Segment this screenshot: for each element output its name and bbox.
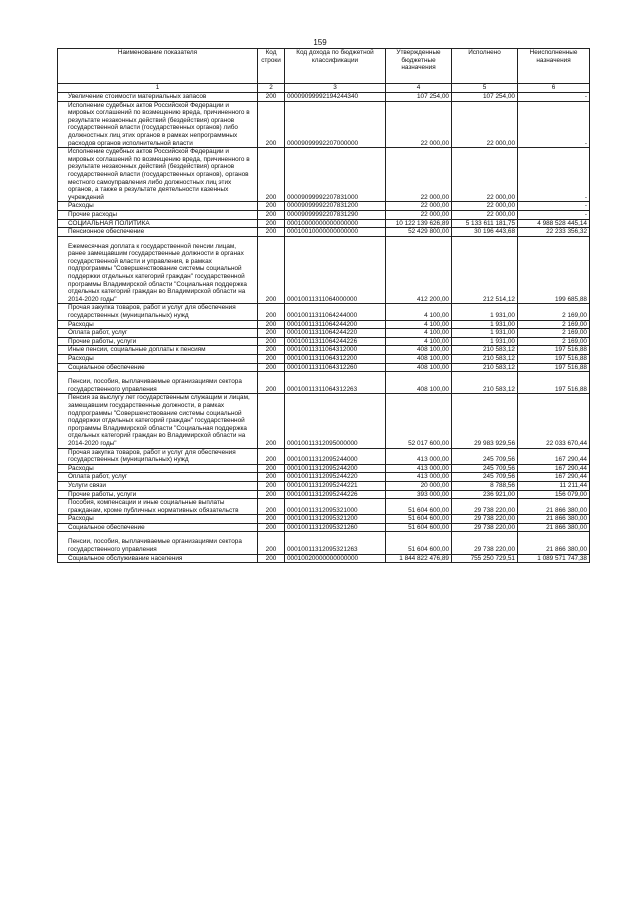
row-approved-amount: 413 000,00 (386, 448, 452, 464)
row-line-code: 200 (258, 202, 285, 211)
column-number: 6 (518, 84, 590, 93)
table-row (58, 532, 590, 554)
row-budget-code: 00010011312095244000 (285, 448, 386, 464)
header-executed: Исполнено (452, 49, 518, 84)
row-name: СОЦИАЛЬНАЯ ПОЛИТИКА (58, 219, 258, 228)
row-unexecuted-amount: 2 169,00 (518, 304, 590, 320)
table-row (58, 448, 590, 464)
row-budget-code: 00010000000000000000 (285, 219, 386, 228)
row-unexecuted-amount: 11 211,44 (518, 481, 590, 490)
header-indicator-name: Наименование показателя (58, 49, 258, 84)
row-name: Расходы (58, 464, 258, 473)
row-approved-amount: 52 429 800,00 (386, 228, 452, 237)
row-executed-amount: 8 788,56 (452, 481, 518, 490)
table-row (58, 236, 590, 304)
row-approved-amount: 413 000,00 (386, 473, 452, 482)
row-line-code: 200 (258, 523, 285, 532)
table-row (58, 219, 590, 228)
row-name: Ежемесячная доплата к государственной пенсии лицам, ранее замещавшим государственные должности в органах государственной власти и управления, в рамках подпрограммы "Совершенствование системы социальной поддержки отдельных категорий граждан" государственной программы Владимирской области "Социальная поддержка отдельных категорий граждан во Владимирской области на 2014-2020 годы" (58, 236, 258, 304)
row-unexecuted-amount: 197 516,88 (518, 363, 590, 372)
row-line-code: 200 (258, 481, 285, 490)
row-unexecuted-amount: 167 290,44 (518, 448, 590, 464)
table-row (58, 394, 590, 448)
row-executed-amount: 210 583,12 (452, 363, 518, 372)
row-approved-amount: 4 100,00 (386, 304, 452, 320)
row-line-code: 200 (258, 473, 285, 482)
row-approved-amount: 22 000,00 (386, 210, 452, 219)
row-unexecuted-amount: 22 033 670,44 (518, 394, 590, 448)
row-budget-code: 00009099992194244340 (285, 93, 386, 102)
row-line-code: 200 (258, 148, 285, 202)
row-budget-code: 00009099992207831200 (285, 202, 386, 211)
row-unexecuted-amount: 22 233 356,32 (518, 228, 590, 237)
row-approved-amount: 10 122 139 626,89 (386, 219, 452, 228)
row-line-code: 200 (258, 346, 285, 355)
row-approved-amount: 408 100,00 (386, 355, 452, 364)
row-budget-code: 00010011311064244000 (285, 304, 386, 320)
row-budget-code: 00010011312095244200 (285, 464, 386, 473)
row-name: Прочие работы, услуги (58, 490, 258, 499)
table-row (58, 320, 590, 329)
row-name: Пенсии, пособия, выплачиваемые организациями сектора государственного управления (58, 532, 258, 554)
row-approved-amount: 20 000,00 (386, 481, 452, 490)
row-approved-amount: 408 100,00 (386, 372, 452, 394)
row-approved-amount: 4 100,00 (386, 329, 452, 338)
row-unexecuted-amount: 21 866 380,00 (518, 523, 590, 532)
row-budget-code: 00010011311064244226 (285, 337, 386, 346)
row-executed-amount: 1 931,00 (452, 337, 518, 346)
row-executed-amount: 755 250 729,51 (452, 554, 518, 563)
row-line-code: 200 (258, 394, 285, 448)
row-unexecuted-amount: 199 685,88 (518, 236, 590, 304)
column-number: 3 (285, 84, 386, 93)
table-row (58, 515, 590, 524)
row-name: Расходы (58, 355, 258, 364)
row-unexecuted-amount: - (518, 93, 590, 102)
row-budget-code: 00010011311064244220 (285, 329, 386, 338)
row-unexecuted-amount: 2 169,00 (518, 329, 590, 338)
row-approved-amount: 1 844 822 476,89 (386, 554, 452, 563)
row-line-code: 200 (258, 101, 285, 148)
row-name: Прочие расходы (58, 210, 258, 219)
row-name: Прочая закупка товаров, работ и услуг для обеспечения государственных (муниципальных) нужд (58, 304, 258, 320)
budget-report-table (57, 48, 590, 563)
row-line-code: 200 (258, 499, 285, 515)
row-line-code: 200 (258, 490, 285, 499)
row-unexecuted-amount: 21 866 380,00 (518, 515, 590, 524)
row-unexecuted-amount: 21 866 380,00 (518, 499, 590, 515)
row-name: Расходы (58, 320, 258, 329)
row-unexecuted-amount: 156 079,00 (518, 490, 590, 499)
table-row (58, 148, 590, 202)
header-row (58, 49, 590, 84)
row-approved-amount: 412 200,00 (386, 236, 452, 304)
row-name: Прочие работы, услуги (58, 337, 258, 346)
row-line-code: 200 (258, 363, 285, 372)
row-approved-amount: 51 604 600,00 (386, 515, 452, 524)
row-executed-amount: 30 196 443,68 (452, 228, 518, 237)
row-budget-code: 00010020000000000000 (285, 554, 386, 563)
row-budget-code: 00010011311064312263 (285, 372, 386, 394)
table-row (58, 355, 590, 364)
table-row (58, 329, 590, 338)
row-executed-amount: 29 738 220,00 (452, 532, 518, 554)
header-unexecuted: Неисполненные назначения (518, 49, 590, 84)
row-name: Исполнение судебных актов Российской Федерации и мировых соглашений по возмещению вреда, причиненного в результате незаконных действий (бездействия) органов государственной власти (государственных органов), органов местного самоуправления либо должностных лиц этих органов, а также в результате деятельности казенных учреждений (58, 148, 258, 202)
row-name: Оплата работ, услуг (58, 473, 258, 482)
row-budget-code: 00010011312095321263 (285, 532, 386, 554)
row-approved-amount: 22 000,00 (386, 148, 452, 202)
row-name: Социальное обеспечение (58, 363, 258, 372)
row-approved-amount: 408 100,00 (386, 363, 452, 372)
row-executed-amount: 1 931,00 (452, 304, 518, 320)
row-name: Расходы (58, 515, 258, 524)
row-line-code: 200 (258, 532, 285, 554)
row-budget-code: 00010011311064312000 (285, 346, 386, 355)
row-name: Исполнение судебных актов Российской Федерации и мировых соглашений по возмещению вреда, причиненного в результате незаконных действий (бездействия) органов государственной власти (государственных органов) либо должностных лиц этих органов в рамках непрограммных расходов органов исполнительной власти (58, 101, 258, 148)
row-budget-code: 00010011311064312200 (285, 355, 386, 364)
row-name: Социальное обеспечение (58, 523, 258, 532)
row-line-code: 200 (258, 554, 285, 563)
row-executed-amount: 5 133 611 181,75 (452, 219, 518, 228)
row-unexecuted-amount: 2 169,00 (518, 320, 590, 329)
header-approved: Утвержденные бюджетные назначения (386, 49, 452, 84)
table-row (58, 93, 590, 102)
row-name: Пособия, компенсации и иные социальные выплаты гражданам, кроме публичных нормативных обязательств (58, 499, 258, 515)
row-unexecuted-amount: 197 516,88 (518, 346, 590, 355)
table-row (58, 499, 590, 515)
row-line-code: 200 (258, 210, 285, 219)
row-budget-code: 00010011312095244221 (285, 481, 386, 490)
row-budget-code: 00010011311064244200 (285, 320, 386, 329)
row-name: Пенсия за выслугу лет государственным служащим и лицам, замещавшим государственные должности, в рамках подпрограммы "Совершенствование системы социальной поддержки отдельных категорий граждан" государственной программы Владимирской области "Социальная поддержка отдельных категорий граждан во Владимирской области на 2014-2020 годы" (58, 394, 258, 448)
row-line-code: 200 (258, 448, 285, 464)
table-row (58, 490, 590, 499)
row-executed-amount: 29 738 220,00 (452, 515, 518, 524)
row-executed-amount: 1 931,00 (452, 329, 518, 338)
row-unexecuted-amount: 1 089 571 747,38 (518, 554, 590, 563)
table-row (58, 228, 590, 237)
column-number-row (58, 84, 590, 93)
column-number: 2 (258, 84, 285, 93)
row-budget-code: 00010011312095000000 (285, 394, 386, 448)
row-name: Оплата работ, услуг (58, 329, 258, 338)
row-executed-amount: 245 709,56 (452, 448, 518, 464)
report-body (58, 93, 590, 563)
row-executed-amount: 29 983 929,56 (452, 394, 518, 448)
row-budget-code: 00009099992207000000 (285, 101, 386, 148)
table-row (58, 554, 590, 563)
row-budget-code: 00010011312095244220 (285, 473, 386, 482)
row-line-code: 200 (258, 372, 285, 394)
row-approved-amount: 22 000,00 (386, 101, 452, 148)
table-row (58, 210, 590, 219)
table-row (58, 372, 590, 394)
row-approved-amount: 52 017 600,00 (386, 394, 452, 448)
row-budget-code: 00009099992207831290 (285, 210, 386, 219)
row-unexecuted-amount: 2 169,00 (518, 337, 590, 346)
row-executed-amount: 210 583,12 (452, 346, 518, 355)
row-approved-amount: 51 604 600,00 (386, 532, 452, 554)
row-unexecuted-amount: 4 988 528 445,14 (518, 219, 590, 228)
row-unexecuted-amount: - (518, 148, 590, 202)
row-unexecuted-amount: 167 290,44 (518, 473, 590, 482)
row-approved-amount: 4 100,00 (386, 320, 452, 329)
row-name: Иные пенсии, социальные доплаты к пенсиям (58, 346, 258, 355)
row-approved-amount: 22 000,00 (386, 202, 452, 211)
row-executed-amount: 107 254,00 (452, 93, 518, 102)
row-executed-amount: 22 000,00 (452, 148, 518, 202)
row-line-code: 200 (258, 219, 285, 228)
row-line-code: 200 (258, 228, 285, 237)
row-line-code: 200 (258, 320, 285, 329)
row-executed-amount: 245 709,56 (452, 473, 518, 482)
table-row (58, 202, 590, 211)
row-executed-amount: 1 931,00 (452, 320, 518, 329)
row-name: Пенсии, пособия, выплачиваемые организациями сектора государственного управления (58, 372, 258, 394)
row-unexecuted-amount: - (518, 210, 590, 219)
row-unexecuted-amount: - (518, 202, 590, 211)
row-executed-amount: 212 514,12 (452, 236, 518, 304)
row-name: Расходы (58, 202, 258, 211)
row-executed-amount: 210 583,12 (452, 355, 518, 364)
table-row (58, 464, 590, 473)
table-row (58, 337, 590, 346)
row-unexecuted-amount: 197 516,88 (518, 372, 590, 394)
row-name: Увеличение стоимости материальных запасов (58, 93, 258, 102)
row-line-code: 200 (258, 236, 285, 304)
row-name: Пенсионное обеспечение (58, 228, 258, 237)
row-budget-code: 00010011312095244226 (285, 490, 386, 499)
row-line-code: 200 (258, 337, 285, 346)
row-executed-amount: 236 921,00 (452, 490, 518, 499)
table-row (58, 363, 590, 372)
column-number: 5 (452, 84, 518, 93)
table-row (58, 481, 590, 490)
header-line-code: Код строки (258, 49, 285, 84)
row-executed-amount: 22 000,00 (452, 101, 518, 148)
row-executed-amount: 29 738 220,00 (452, 499, 518, 515)
row-executed-amount: 245 709,56 (452, 464, 518, 473)
row-approved-amount: 408 100,00 (386, 346, 452, 355)
row-approved-amount: 107 254,00 (386, 93, 452, 102)
row-unexecuted-amount: 167 290,44 (518, 464, 590, 473)
row-line-code: 200 (258, 93, 285, 102)
row-line-code: 200 (258, 355, 285, 364)
page-number: 159 (313, 38, 327, 47)
row-approved-amount: 51 604 600,00 (386, 523, 452, 532)
row-budget-code: 00010011311064000000 (285, 236, 386, 304)
column-number: 1 (58, 84, 258, 93)
row-name: Услуги связи (58, 481, 258, 490)
table-row (58, 101, 590, 148)
row-line-code: 200 (258, 329, 285, 338)
row-budget-code: 00010011312095321200 (285, 515, 386, 524)
row-line-code: 200 (258, 304, 285, 320)
header-budget-code: Код дохода по бюджетной классификации (285, 49, 386, 84)
row-budget-code: 00010011312095321000 (285, 499, 386, 515)
row-budget-code: 00010011311064312260 (285, 363, 386, 372)
table-row (58, 473, 590, 482)
row-budget-code: 00009099992207831000 (285, 148, 386, 202)
row-approved-amount: 413 000,00 (386, 464, 452, 473)
row-budget-code: 00010011312095321260 (285, 523, 386, 532)
row-unexecuted-amount: 21 866 380,00 (518, 532, 590, 554)
row-name: Прочая закупка товаров, работ и услуг для обеспечения государственных (муниципальных) нужд (58, 448, 258, 464)
table-row (58, 346, 590, 355)
row-executed-amount: 22 000,00 (452, 202, 518, 211)
row-executed-amount: 210 583,12 (452, 372, 518, 394)
row-approved-amount: 4 100,00 (386, 337, 452, 346)
table-row (58, 304, 590, 320)
row-line-code: 200 (258, 515, 285, 524)
table-row (58, 523, 590, 532)
row-executed-amount: 29 738 220,00 (452, 523, 518, 532)
row-approved-amount: 51 604 600,00 (386, 499, 452, 515)
row-executed-amount: 22 000,00 (452, 210, 518, 219)
row-line-code: 200 (258, 464, 285, 473)
row-approved-amount: 393 000,00 (386, 490, 452, 499)
row-unexecuted-amount: 197 516,88 (518, 355, 590, 364)
column-number: 4 (386, 84, 452, 93)
row-unexecuted-amount: - (518, 101, 590, 148)
row-budget-code: 00010010000000000000 (285, 228, 386, 237)
row-name: Социальное обслуживание населения (58, 554, 258, 563)
